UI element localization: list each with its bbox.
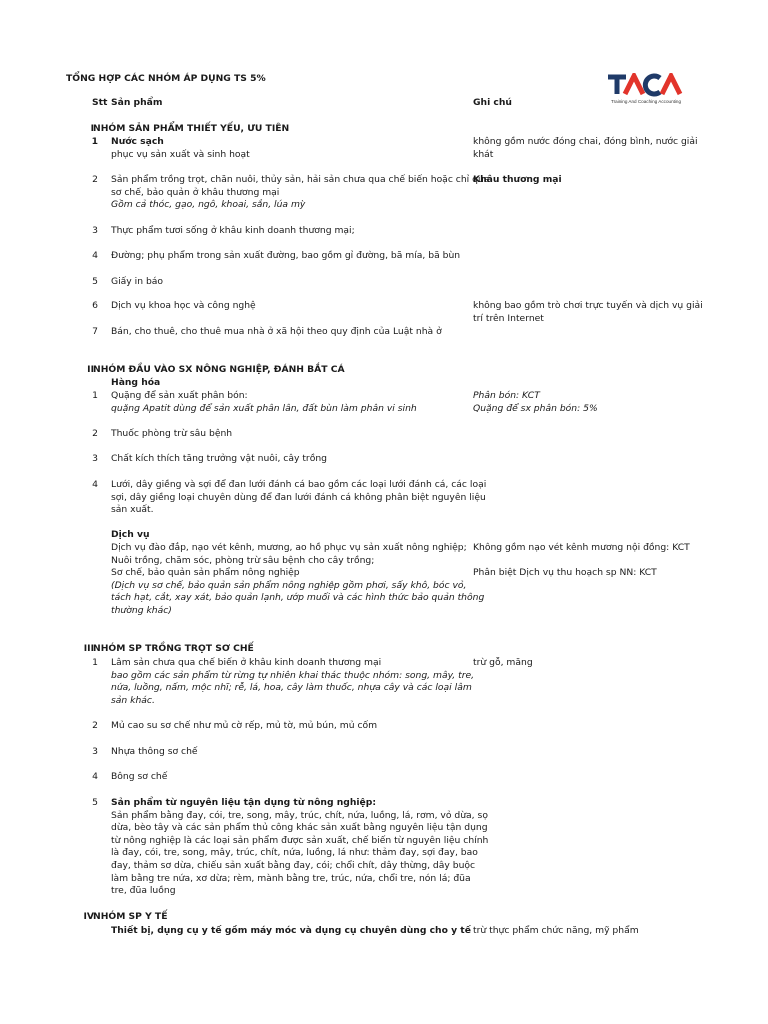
note-line: khát: [473, 148, 494, 160]
item-content: [111, 276, 471, 289]
item-content: [111, 746, 471, 759]
item-content: [111, 174, 490, 212]
section-number: I: [90, 123, 94, 134]
item-note: [473, 136, 698, 161]
taca-logo: [606, 73, 686, 107]
item-number: 4: [92, 771, 98, 782]
item-content: [111, 225, 471, 238]
item-line: Chất kích thích tăng trưởng vật nuôi, cây trồng: [111, 453, 327, 464]
item-line: dừa, bèo tây và các sản phẩm thủ công khác sản xuất bằng nguyên liệu tận dụng: [111, 822, 488, 834]
note-line: trừ gỗ, măng: [473, 657, 533, 668]
header-stt: Stt: [92, 97, 108, 108]
item-line: làm bằng tre nứa, xơ dừa; rèm, mành bằng tre, trúc, nứa, chổi tre, nón lá; đũa: [111, 872, 471, 884]
item-line: Bán, cho thuê, cho thuê mua nhà ở xã hội theo quy định của Luật nhà ở: [111, 326, 442, 337]
note-line: không gồm nước đóng chai, đóng bình, nước giải: [473, 136, 698, 147]
note-line: không bao gồm trò chơi trực tuyến và dịch vụ giải: [473, 300, 703, 311]
item-note: [473, 657, 698, 670]
item-content: [111, 453, 471, 466]
item-content: [111, 479, 487, 517]
section-subheading: Hàng hóa: [111, 377, 161, 388]
item-line: sản khác.: [111, 694, 155, 706]
note-line: trí trên Internet: [473, 312, 544, 324]
item-number: 1: [91, 136, 98, 147]
item-number: 3: [92, 746, 98, 757]
header-product: Sản phẩm: [111, 97, 163, 108]
item-line: sợi, dây giềng loại chuyên dùng để đan lưới đánh cá không phân biệt nguyên liệu: [111, 491, 486, 503]
item-line: Đường; phụ phẩm trong sản xuất đường, bao gồm gỉ đường, bã mía, bã bùn: [111, 250, 461, 261]
item-line: Giấy in báo: [111, 276, 164, 287]
note-line: Khâu thương mại: [473, 174, 562, 185]
section-title: NHÓM SP TRỒNG TRỌT SƠ CHẾ: [93, 643, 254, 654]
item-note: [473, 174, 698, 187]
item-line: Sơ chế, bảo quản sản phẩm nông nghiệp: [111, 567, 300, 579]
item-number: 2: [92, 720, 98, 731]
item-number: 5: [92, 276, 98, 287]
item-number: 4: [92, 479, 98, 490]
item-line: Nuôi trồng, chăm sóc, phòng trừ sâu bệnh cho cây trồng;: [111, 554, 375, 566]
item-number: 2: [92, 428, 98, 439]
item-note: [473, 300, 703, 325]
item-number: 7: [92, 326, 98, 337]
section-number: III: [83, 643, 94, 654]
section-title: NHÓM SP Y TẾ: [93, 911, 168, 922]
item-note: [473, 390, 698, 415]
item-line: bao gồm các sản phẩm từ rừng tự nhiên khai thác thuộc nhóm: song, mây, tre,: [111, 669, 475, 681]
note-line: Quặng để sx phân bón: 5%: [473, 402, 598, 414]
taca-logo-icon: [606, 73, 686, 107]
item-number: 2: [92, 174, 98, 185]
item-line: Lâm sản chưa qua chế biến ở khâu kinh doanh thương mại: [111, 657, 382, 668]
service-content: [111, 542, 485, 618]
item-line: đay, thảm sơ dừa, chiếu sản xuất bằng đay, cói; chổi chít, dây thừng, dây buộc: [111, 859, 476, 871]
note-line: trừ thực phẩm chức năng, mỹ phẩm: [473, 925, 639, 936]
item-content: [111, 300, 471, 313]
item-line: Sản phẩm bằng đay, cói, tre, song, mây, trúc, chít, nứa, luồng, lá, rơm, vỏ dừa, sọ: [111, 809, 488, 821]
item-content: [111, 771, 471, 784]
document-title: TỔNG HỢP CÁC NHÓM ÁP DỤNG TS 5%: [66, 73, 266, 84]
item-number: 1: [92, 657, 98, 668]
logo-subtitle: Training And Coaching Accounting: [610, 99, 682, 104]
item-line: thường khác): [111, 604, 172, 616]
item-line: Lưới, dây giềng và sợi để đan lưới đánh cá bao gồm các loại lưới đánh cá, các loại: [111, 479, 487, 490]
item-content: [111, 136, 471, 161]
item-line: phục vụ sản xuất và sinh hoạt: [111, 148, 250, 160]
service-note: Không gồm nạo vét kênh mương nội đồng: KCT: [473, 542, 690, 553]
section-title: NHÓM SẢN PHẨM THIẾT YẾU, ƯU TIÊN: [93, 123, 290, 134]
item-line: Nhựa thông sơ chế: [111, 746, 198, 757]
item-content: [111, 390, 471, 415]
item-line: Bông sơ chế: [111, 771, 168, 782]
item-content: [111, 250, 471, 263]
item-number: 1: [92, 390, 98, 401]
item-line: (Dịch vụ sơ chế, bảo quản sản phẩm nông nghiệp gồm phơi, sấy khô, bóc vỏ,: [111, 579, 467, 591]
section-number: II: [87, 364, 94, 375]
header-note: Ghi chú: [473, 97, 512, 108]
item-line: từ nông nghiệp là các loại sản phẩm được sản xuất, chế biến từ nguyên liệu chính: [111, 834, 489, 846]
item-line: nứa, luồng, nấm, mộc nhĩ; rễ, lá, hoa, cây làm thuốc, nhựa cây và các loại lâm: [111, 682, 472, 694]
service-heading: Dịch vụ: [111, 529, 150, 540]
note-line: Phân bón: KCT: [473, 390, 540, 401]
item-line: Nước sạch: [111, 136, 164, 147]
item-line: Dịch vụ đào đắp, nạo vét kênh, mương, ao hồ phục vụ sản xuất nông nghiệp;: [111, 542, 467, 553]
item-number: 6: [92, 300, 98, 311]
item-content: [111, 326, 471, 339]
item-number: 4: [92, 250, 98, 261]
item-number: 3: [92, 453, 98, 464]
item-line: Sản phẩm từ nguyên liệu tận dụng từ nông nghiệp:: [111, 797, 377, 808]
item-content: [111, 720, 471, 733]
item-line: Gồm cả thóc, gạo, ngô, khoai, sắn, lúa mỳ: [111, 199, 306, 211]
item-line: Sản phẩm trồng trọt, chăn nuôi, thủy sản, hải sản chưa qua chế biến hoặc chỉ qua: [111, 174, 490, 185]
item-line: tre, đũa luồng: [111, 885, 176, 897]
item-line: Quặng để sản xuất phân bón:: [111, 390, 248, 401]
item-content: [111, 797, 489, 898]
item-line: sơ chế, bảo quản ở khâu thương mại: [111, 186, 280, 198]
item-line: Thực phẩm tươi sống ở khâu kinh doanh thương mại;: [111, 225, 355, 236]
section-number: IV: [83, 911, 94, 922]
item-content: [111, 428, 471, 441]
item-line: Thiết bị, dụng cụ y tế gồm máy móc và dụng cụ chuyên dùng cho y tế: [111, 925, 471, 936]
item-line: là đay, cói, tre, song, mây, trúc, chít, nứa, luồng, lá như: thảm đay, sợi đay, bao: [111, 847, 478, 859]
item-content: [111, 925, 471, 938]
item-content: [111, 657, 475, 707]
item-line: tách hạt, cắt, xay xát, bảo quản lạnh, ướp muối và các hình thức bảo quản thông: [111, 592, 485, 604]
item-note: [473, 925, 698, 938]
item-line: Mủ cao su sơ chế như mủ cờ rếp, mủ tờ, mủ bún, mủ cốm: [111, 720, 378, 731]
section-title: NHÓM ĐẦU VÀO SX NÔNG NGHIỆP, ĐÁNH BẮT CÁ: [93, 364, 345, 375]
item-line: Dịch vụ khoa học và công nghệ: [111, 300, 256, 311]
item-line: quặng Apatit dùng để sản xuất phân lân, đất bùn làm phân vi sinh: [111, 402, 417, 414]
item-line: sản xuất.: [111, 504, 154, 516]
item-number: 3: [92, 225, 98, 236]
item-line: Thuốc phòng trừ sâu bệnh: [111, 428, 233, 439]
service-note: Phân biệt Dịch vụ thu hoạch sp NN: KCT: [473, 567, 657, 578]
item-number: 5: [92, 797, 98, 808]
